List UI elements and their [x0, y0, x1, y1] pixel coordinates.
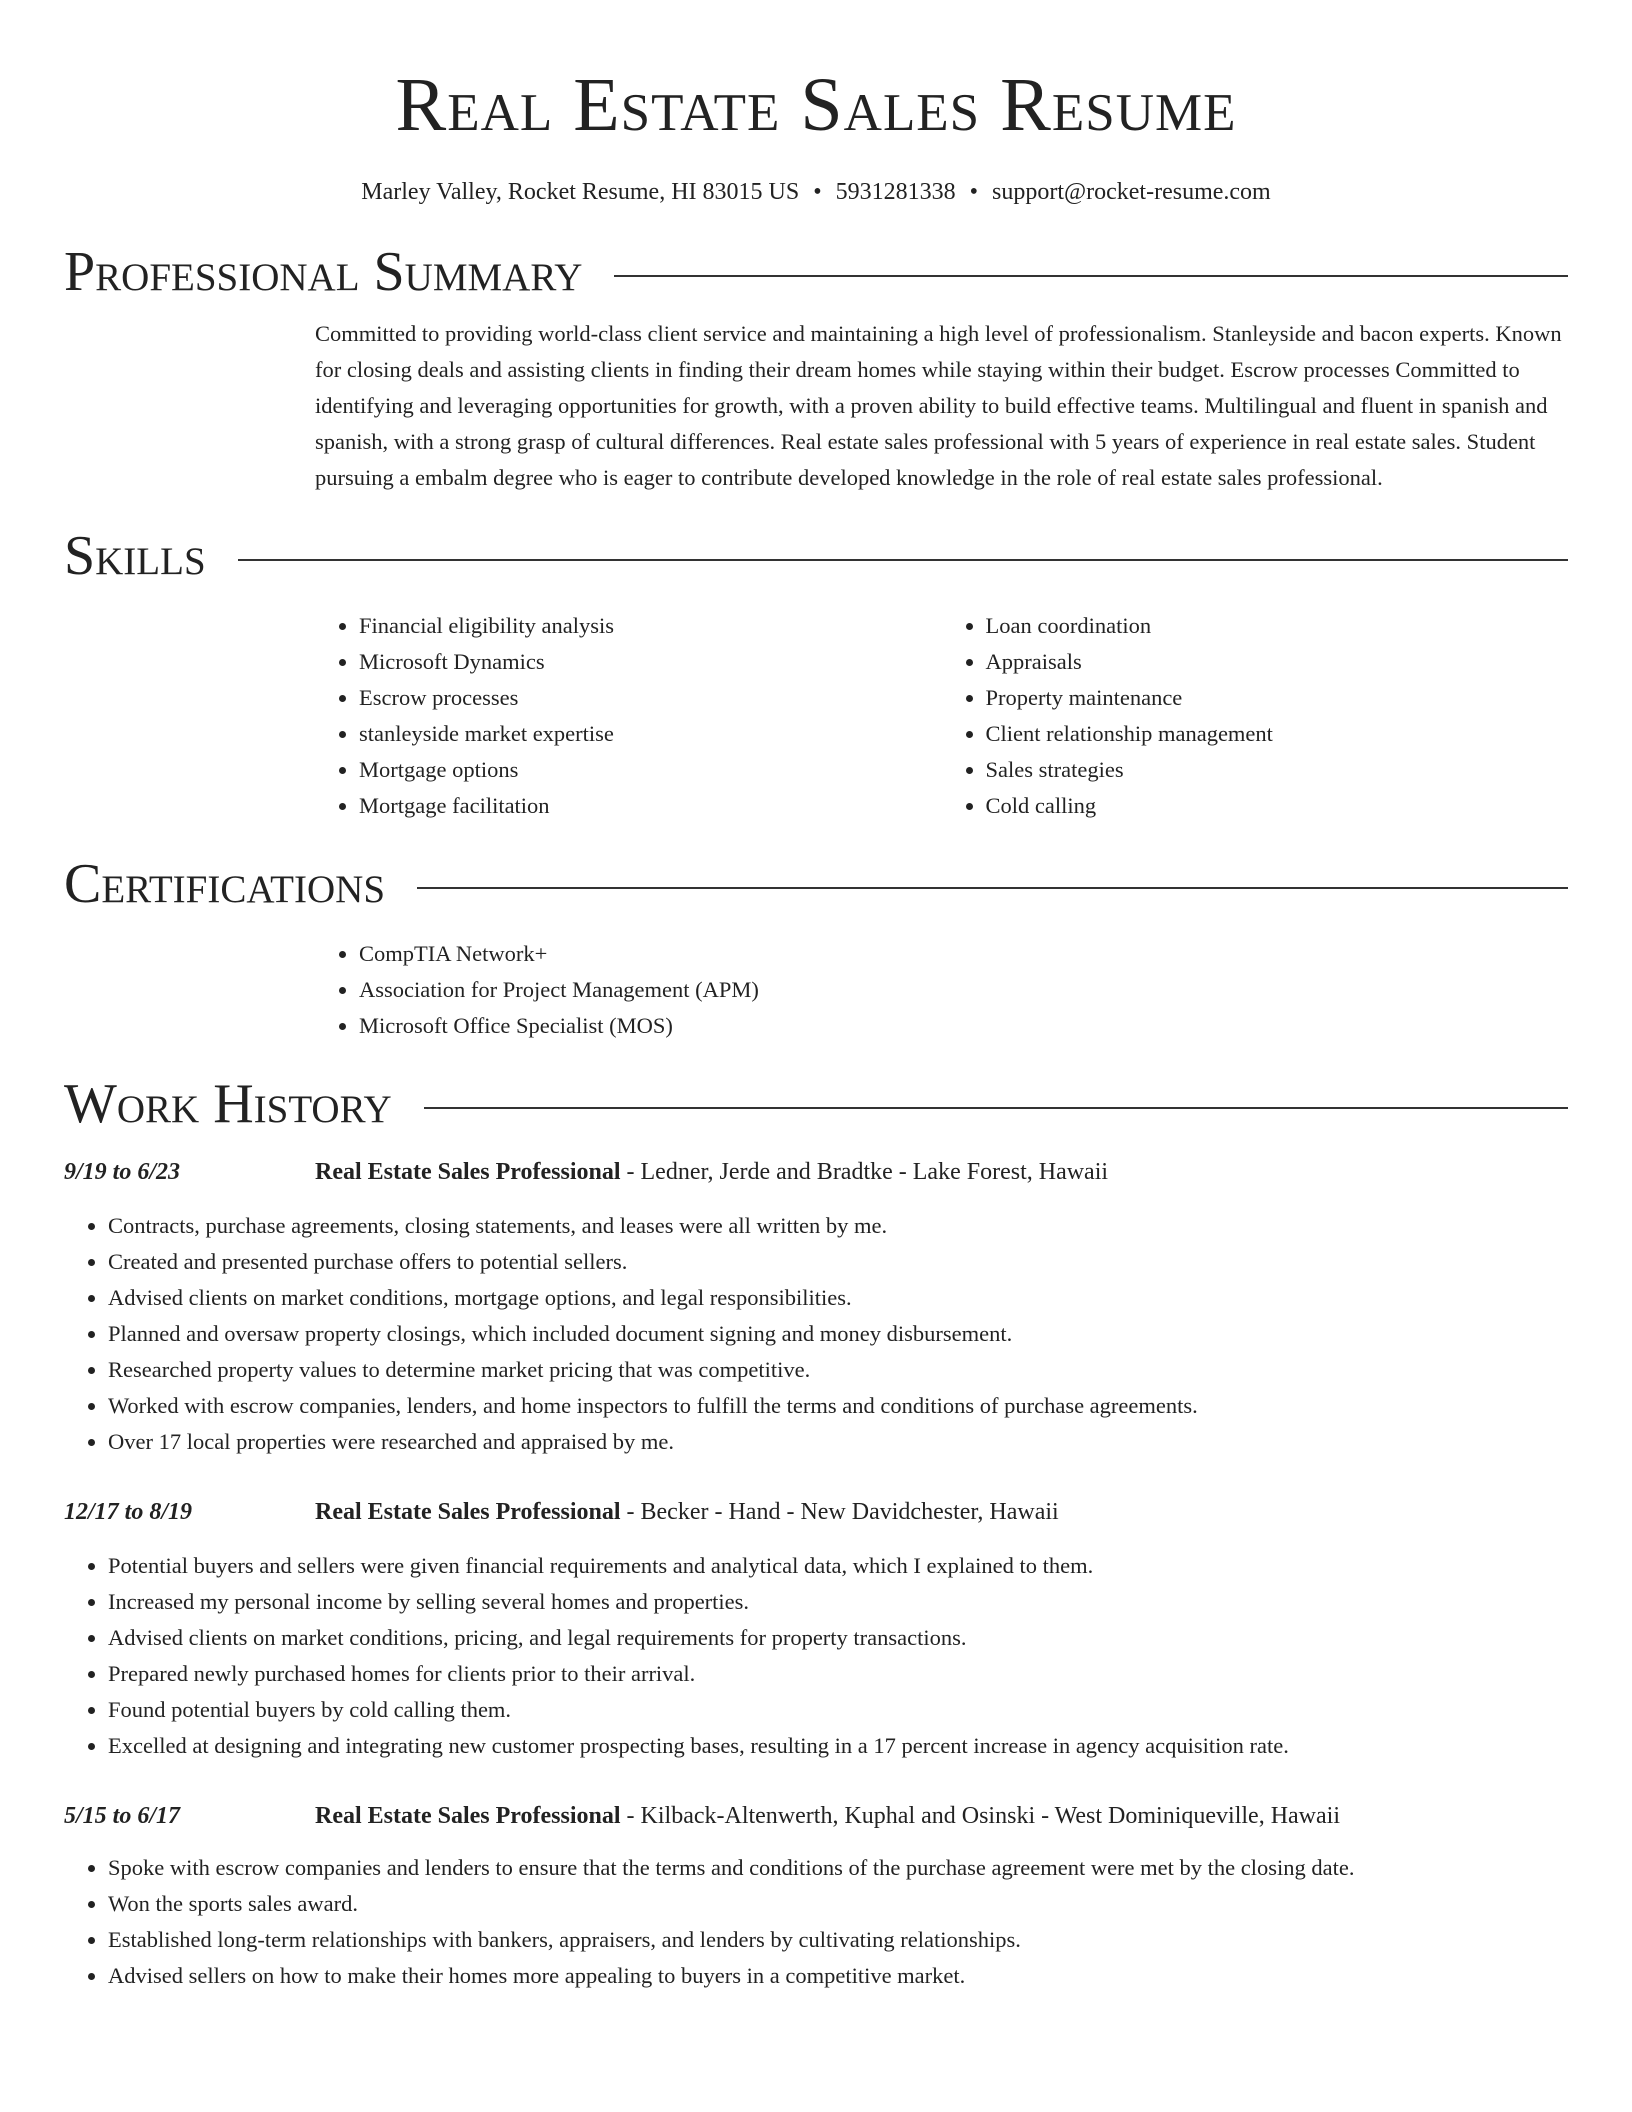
resume-title: Real Estate Sales Resume [395, 63, 1237, 147]
job-bullet: • Over 17 local properties were researched and appraised by me. [108, 1424, 1568, 1460]
job-bullets [64, 1208, 1568, 1460]
email: support@rocket-resume.com [992, 179, 1271, 205]
skills-heading: Skills [64, 525, 206, 587]
job-bullet: • Worked with escrow companies, lenders, and home inspectors to fulfill the terms and conditions of purchase agreements. [108, 1388, 1568, 1424]
job-bullets [64, 1548, 1568, 1764]
skill-item: • Property maintenance [986, 680, 1569, 716]
job-bullet: • Advised clients on market conditions, mortgage options, and legal responsibilities. [108, 1280, 1568, 1316]
skills-section-header [64, 524, 1568, 588]
job-header [64, 1154, 1568, 1190]
job-entry [64, 1494, 1568, 1764]
job-bullet: • Spoke with escrow companies and lenders to ensure that the terms and conditions of the purchase agreement were met by the closing date. [108, 1850, 1568, 1886]
section-divider [417, 887, 1568, 889]
job-dates: 12/17 to 8/19 [64, 1499, 193, 1525]
skill-item: • Appraisals [986, 644, 1569, 680]
job-bullet: • Advised sellers on how to make their homes more appealing to buyers in a competitive market. [108, 1958, 1568, 1994]
skill-item: • Client relationship management [986, 716, 1569, 752]
skills-grid [315, 608, 1568, 824]
summary-section-header [64, 240, 1568, 304]
certification-item: • CompTIA Network+ [359, 936, 1568, 972]
skill-item: • Loan coordination [986, 608, 1569, 644]
job-bullet: • Prepared newly purchased homes for clients prior to their arrival. [108, 1656, 1568, 1692]
certifications-section-header [64, 852, 1568, 916]
section-divider [614, 275, 1568, 277]
job-dates: 9/19 to 6/23 [64, 1159, 181, 1185]
job-bullet: • Won the sports sales award. [108, 1886, 1568, 1922]
job-employer: - Kilback-Altenwerth, Kuphal and Osinski - West Dominiqueville, Hawaii [620, 1803, 1341, 1829]
certification-item: • Association for Project Management (APM) [359, 972, 1568, 1008]
summary-heading: Professional Summary [64, 241, 583, 303]
certifications-heading: Certifications [64, 853, 386, 915]
summary-section [315, 316, 1568, 496]
skill-item: • Sales strategies [986, 752, 1569, 788]
job-bullet: • Created and presented purchase offers to potential sellers. [108, 1244, 1568, 1280]
certifications-section [315, 936, 1568, 1044]
job-bullet: • Advised clients on market conditions, pricing, and legal requirements for property transactions. [108, 1620, 1568, 1656]
job-employer: - Becker - Hand - New Davidchester, Hawaii [620, 1499, 1059, 1525]
job-dates: 5/15 to 6/17 [64, 1803, 181, 1829]
summary-text: Committed to providing world-class client service and maintaining a high level of professionalism. Stanleyside and bacon experts. Known for closing deals and assisting clients in finding their dream homes while staying within their budget. Escrow processes Committed to identifying and leveraging opportunities for growth, with a proven ability to build effective teams. Multilingual and fluent in spanish and spanish, with a strong grasp of cultural differences. Real estate sales professional with 5 years of experience in real estate sales. Student pursuing a embalm degree who is eager to contribute developed knowledge in the role of real estate sales professional. [315, 321, 1562, 490]
phone: 5931281338 [835, 179, 956, 205]
contact-line [64, 176, 1568, 208]
job-bullet: • Excelled at designing and integrating new customer prospecting bases, resulting in a 17 percent increase in agency acquisition rate. [108, 1728, 1568, 1764]
skill-item: • stanleyside market expertise [359, 716, 942, 752]
job-title-line [315, 1798, 1340, 1834]
job-employer: - Ledner, Jerde and Bradtke - Lake Forest, Hawaii [620, 1159, 1109, 1185]
work-section-header [64, 1072, 1568, 1136]
skill-item: • Mortgage facilitation [359, 788, 942, 824]
job-entry [64, 1798, 1568, 1994]
job-header [64, 1494, 1568, 1530]
contact-separator: • [813, 179, 822, 205]
job-title: Real Estate Sales Professional [315, 1499, 621, 1525]
job-bullet: • Potential buyers and sellers were given financial requirements and analytical data, which I explained to them. [108, 1548, 1568, 1584]
job-title-line [315, 1494, 1059, 1530]
certification-item: • Microsoft Office Specialist (MOS) [359, 1008, 1568, 1044]
certifications-list [315, 936, 1568, 1044]
job-bullet: • Contracts, purchase agreements, closing statements, and leases were all written by me. [108, 1208, 1568, 1244]
job-bullet: • Established long-term relationships with bankers, appraisers, and lenders by cultivating relationships. [108, 1922, 1568, 1958]
job-bullet: • Planned and oversaw property closings, which included document signing and money disbursement. [108, 1316, 1568, 1352]
work-heading: Work History [64, 1073, 392, 1135]
skill-item: • Microsoft Dynamics [359, 644, 942, 680]
skill-item: • Mortgage options [359, 752, 942, 788]
section-divider [424, 1107, 1568, 1109]
resume-page [64, 0, 1568, 1994]
job-bullet: • Found potential buyers by cold calling them. [108, 1692, 1568, 1728]
skills-list-left [315, 608, 942, 824]
job-bullet: • Researched property values to determine market pricing that was competitive. [108, 1352, 1568, 1388]
address: Marley Valley, Rocket Resume, HI 83015 US [361, 179, 800, 205]
skill-item: • Financial eligibility analysis [359, 608, 942, 644]
job-title: Real Estate Sales Professional [315, 1803, 621, 1829]
job-header [64, 1798, 1568, 1834]
job-title: Real Estate Sales Professional [315, 1159, 621, 1185]
skill-item: • Escrow processes [359, 680, 942, 716]
contact-separator: • [969, 179, 979, 205]
job-bullet: • Increased my personal income by selling several homes and properties. [108, 1584, 1568, 1620]
section-divider [238, 559, 1568, 561]
skills-list-right [942, 608, 1569, 824]
job-title-line [315, 1154, 1108, 1190]
job-entry [64, 1154, 1568, 1460]
skill-item: • Cold calling [986, 788, 1569, 824]
job-bullets [64, 1850, 1568, 1994]
